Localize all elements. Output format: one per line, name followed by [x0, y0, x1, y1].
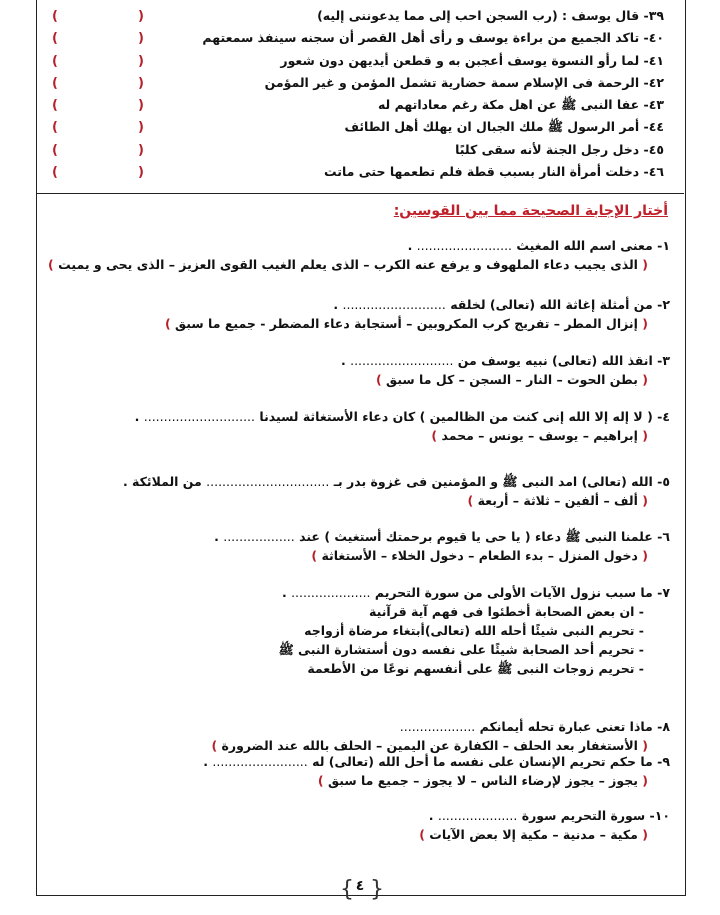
mcq-options-text[interactable]: ألف – ألفين – ثلاثة – أربعة	[477, 493, 638, 508]
tf-question-number: ٤١-	[643, 52, 664, 68]
mcq-question	[46, 752, 670, 790]
paren-close: )	[138, 98, 144, 114]
answer-blank[interactable]: ...................	[399, 719, 476, 734]
section-title: أختار الإجابة الصحيحة مما بين القوسين:	[393, 203, 668, 219]
paren-close: )	[138, 9, 144, 24]
tf-question-label: عفا النبى ﷺ عن اهل مكة رغم معاداتهم له	[377, 97, 640, 113]
tf-question-number: ٤٣-	[643, 97, 664, 113]
tf-question-row	[38, 117, 682, 139]
paren-open: (	[642, 428, 648, 443]
mcq-question	[46, 472, 670, 510]
mcq-question-text: ماذا تعنى عبارة تحله أيمانكم	[479, 719, 653, 734]
mcq-question-text: ما حكم تحريم الإنسان على نفسه ما أحل الله (تعالى) له	[312, 754, 653, 769]
mcq-question-number: ٥-	[657, 474, 670, 489]
paren-open: (	[642, 257, 648, 272]
mcq-question	[46, 407, 670, 445]
tf-question-number: ٤٥-	[643, 141, 664, 157]
answer-blank[interactable]: ...............................	[206, 474, 330, 489]
paren-close: )	[138, 142, 144, 158]
paren-close: )	[48, 257, 54, 272]
paren-close: )	[375, 372, 382, 387]
mcq-question-end: .	[407, 238, 413, 253]
tf-question-row	[38, 162, 682, 184]
mcq-question	[46, 527, 670, 565]
mcq-question-end: .	[428, 808, 434, 823]
mcq-options	[46, 825, 648, 844]
mcq-question-end: .	[214, 529, 219, 544]
mcq-question-line	[46, 351, 670, 370]
mcq-options	[46, 546, 648, 565]
answer-blank[interactable]: ....................	[437, 808, 518, 823]
answer-blank[interactable]: ..................	[223, 529, 295, 544]
tf-question-label: أمر الرسول ﷺ ملك الجبال ان يهلك أهل الطائف	[344, 119, 640, 135]
mcq-question	[46, 583, 670, 678]
mcq-question-number: ٧-	[657, 585, 670, 600]
paren-close: )	[138, 53, 144, 69]
mcq-options	[46, 491, 648, 510]
mcq-question-number: ٢-	[657, 297, 670, 312]
mcq-question-number: ٤-	[657, 409, 670, 424]
mcq-question	[46, 717, 670, 755]
mcq-question-text: ( لا إله إلا الله إنى كنت من الظالمين ) كان دعاء الأستغاثة لسيدنا	[259, 409, 653, 424]
paren-close: )	[138, 31, 144, 47]
paren-open: (	[642, 493, 648, 508]
mcq-question-line	[46, 236, 670, 255]
tf-question-label: الرحمة فى الإسلام سمة حضارية تشمل المؤمن و غير المؤمن	[264, 74, 640, 90]
tf-question-number: ٤٠-	[643, 30, 664, 46]
tf-question-row	[38, 6, 682, 28]
answer-blank[interactable]: ....................	[291, 585, 371, 600]
mcq-options	[46, 314, 648, 333]
page-number-bracket-left: {	[340, 877, 354, 902]
mcq-question-end: .	[341, 353, 346, 368]
paren-open: (	[52, 31, 58, 47]
mcq-question-line	[46, 583, 670, 602]
tf-question-text	[378, 97, 664, 116]
mcq-question-line	[46, 407, 670, 426]
mcq-question-number: ١٠-	[649, 808, 670, 823]
answer-blank[interactable]: ........................	[416, 238, 513, 253]
mcq-options-text[interactable]: الأستغفار بعد الحلف – الكفارة عن اليمين – الحلف بالله عند الضرورة	[221, 738, 638, 753]
paren-open: (	[52, 165, 58, 181]
mcq-question-end: .	[203, 754, 209, 769]
tf-question-label: دخلت أمرأة النار بسبب قطة فلم تطعمها حتى ماتت	[324, 164, 640, 180]
paren-open: (	[642, 548, 648, 563]
tf-question-number: ٣٩-	[643, 8, 664, 23]
tf-question-label: لما رأو النسوة يوسف أعجبن به و قطعن أيديهن دون شعور	[280, 52, 640, 68]
tf-question-number: ٤٢-	[643, 74, 664, 90]
mcq-options	[46, 426, 648, 445]
paren-open: (	[52, 120, 58, 136]
mcq-question-text: انقذ الله (تعالى) نبيه يوسف من	[457, 353, 653, 368]
mcq-question	[46, 806, 670, 844]
tf-question-text	[324, 164, 664, 179]
mcq-question-text: من أمثلة إغاثة الله (تعالى) لخلقه	[450, 297, 653, 312]
tf-question-row	[38, 140, 682, 162]
paren-close: )	[431, 428, 438, 443]
paren-open: (	[52, 53, 58, 69]
mcq-option-text: تحريم أحد الصحابة شيئًا على نفسه دون أستشارة النبى ﷺ	[278, 642, 635, 657]
mcq-option-item[interactable]: - تحريم النبى شيئًا أحله الله (تعالى)أبتغاء مرضاة أزواجه	[304, 623, 644, 638]
tf-question-label: دخل رجل الجنة لأنه سقى كلبًا	[455, 141, 640, 157]
tf-question-row	[38, 73, 682, 95]
mcq-question-line	[46, 752, 670, 771]
paren-open: (	[642, 316, 648, 331]
tf-question-label: تاكد الجميع من براءة يوسف و رأى أهل القصر أن سجنه سينفذ سمعتهم	[202, 30, 640, 46]
mcq-question-number: ١-	[657, 238, 670, 253]
mcq-question	[46, 295, 670, 333]
page-number-bracket-right: }	[370, 877, 384, 902]
mcq-options	[46, 255, 648, 274]
paren-open: (	[52, 98, 58, 114]
answer-blank[interactable]: ........................	[212, 754, 308, 769]
paren-close: )	[419, 827, 425, 842]
tf-question-text	[202, 30, 664, 45]
mcq-question-text: الله (تعالى) امد النبى ﷺ و المؤمنين فى غزوة بدر بـ	[333, 474, 653, 489]
answer-blank[interactable]: ............................	[143, 409, 256, 424]
mcq-question	[46, 236, 670, 274]
mcq-options-text[interactable]: الذى يجيب دعاء الملهوف و يرفع عنه الكرب – الذى يعلم الغيب القوى العزيز – الذى يحى و يميت	[58, 257, 638, 272]
mcq-options-text[interactable]: دخول المنزل – بدء الطعام – دخول الخلاء – الأستغاثة	[321, 548, 638, 563]
mcq-question-line	[46, 527, 670, 546]
section-divider	[36, 193, 684, 194]
paren-open: (	[642, 773, 648, 788]
paren-close: )	[138, 165, 144, 181]
true-false-section	[38, 6, 682, 184]
mcq-options-text[interactable]: يجوز – يجوز لإرضاء الناس – لا يجوز – جميع ما سبق	[327, 773, 638, 788]
tf-question-row	[38, 95, 682, 117]
page-number: ٤	[355, 878, 365, 894]
mcq-question-number: ٣-	[657, 353, 670, 368]
mcq-option-text: ان بعض الصحابة أخطئوا فى فهم آية قرآنية	[369, 604, 635, 619]
tf-question-text	[280, 53, 664, 68]
paren-open: (	[52, 142, 58, 158]
mcq-question-text: معنى اسم الله المغيث	[516, 238, 653, 253]
mcq-option-item[interactable]: - تحريم زوجات النبى ﷺ على أنفسهم نوعًا من الأطعمة	[307, 661, 644, 676]
tf-question-text	[265, 75, 664, 90]
mcq-options	[46, 370, 648, 389]
paren-close: )	[164, 316, 171, 331]
mcq-option-item[interactable]: - تحريم أحد الصحابة شيئًا على نفسه دون أستشارة النبى ﷺ	[278, 642, 644, 657]
mcq-question	[46, 351, 670, 389]
mcq-question-end: من الملائكة .	[122, 474, 202, 489]
mcq-question-line	[46, 806, 670, 825]
mcq-options-text[interactable]: مكية – مدنية – مكية إلا بعض الآيات	[429, 827, 638, 842]
paren-open: (	[642, 738, 648, 753]
mcq-question-number: ٩-	[657, 754, 670, 769]
mcq-options-text[interactable]: بطن الحوت – النار – السجن – كل ما سبق	[386, 372, 638, 387]
mcq-question-text: علمنا النبى ﷺ دعاء ( يا حى يا قيوم برحمتك أستغيث ) عند	[299, 529, 653, 544]
tf-question-text	[455, 142, 664, 157]
mcq-options-text[interactable]: إبراهيم – يوسف – يونس – محمد	[441, 428, 638, 443]
paren-close: )	[317, 773, 324, 788]
mcq-options	[46, 771, 648, 790]
tf-question-text	[317, 8, 664, 23]
tf-question-number: ٤٤-	[643, 119, 664, 135]
answer-blank[interactable]: ..........................	[342, 297, 446, 312]
paren-open: (	[52, 75, 58, 91]
paren-close: )	[211, 738, 218, 753]
tf-question-label: قال يوسف : (رب السجن احب إلى مما يدعوننى إليه)	[317, 8, 640, 23]
paren-open: (	[642, 827, 648, 842]
paren-close: )	[467, 493, 474, 508]
mcq-options-text[interactable]: إنزال المطر – تفريج كرب المكروبين – أستجابة دعاء المضطر - جميع ما سبق	[175, 316, 638, 331]
paren-open: (	[52, 9, 58, 24]
mcq-question-end: .	[134, 409, 140, 424]
paren-close: )	[138, 120, 144, 136]
mcq-option-item[interactable]: - ان بعض الصحابة أخطئوا فى فهم آية قرآنية	[369, 604, 644, 619]
mcq-question-line	[46, 717, 670, 736]
tf-question-text	[344, 119, 664, 138]
mcq-option-text: تحريم زوجات النبى ﷺ على أنفسهم نوعًا من الأطعمة	[307, 661, 635, 676]
mcq-question-end: .	[281, 585, 287, 600]
mcq-question-text: ما سبب نزول الآيات الأولى من سورة التحريم	[374, 585, 653, 600]
mcq-question-number: ٦-	[657, 529, 670, 544]
mcq-question-text: سورة التحريم سورة	[521, 808, 646, 823]
tf-question-row	[38, 28, 682, 50]
answer-blank[interactable]: ..........................	[350, 353, 454, 368]
paren-close: )	[138, 75, 144, 91]
mcq-question-line	[46, 295, 670, 314]
mcq-option-text: تحريم النبى شيئًا أحله الله (تعالى)أبتغاء مرضاة أزواجه	[304, 623, 635, 638]
tf-question-number: ٤٦-	[643, 164, 664, 180]
mcq-question-line	[46, 472, 670, 491]
paren-open: (	[642, 372, 648, 387]
paren-close: )	[311, 548, 318, 563]
mcq-question-end: .	[333, 297, 339, 312]
tf-question-row	[38, 51, 682, 73]
mcq-question-number: ٨-	[657, 719, 670, 734]
